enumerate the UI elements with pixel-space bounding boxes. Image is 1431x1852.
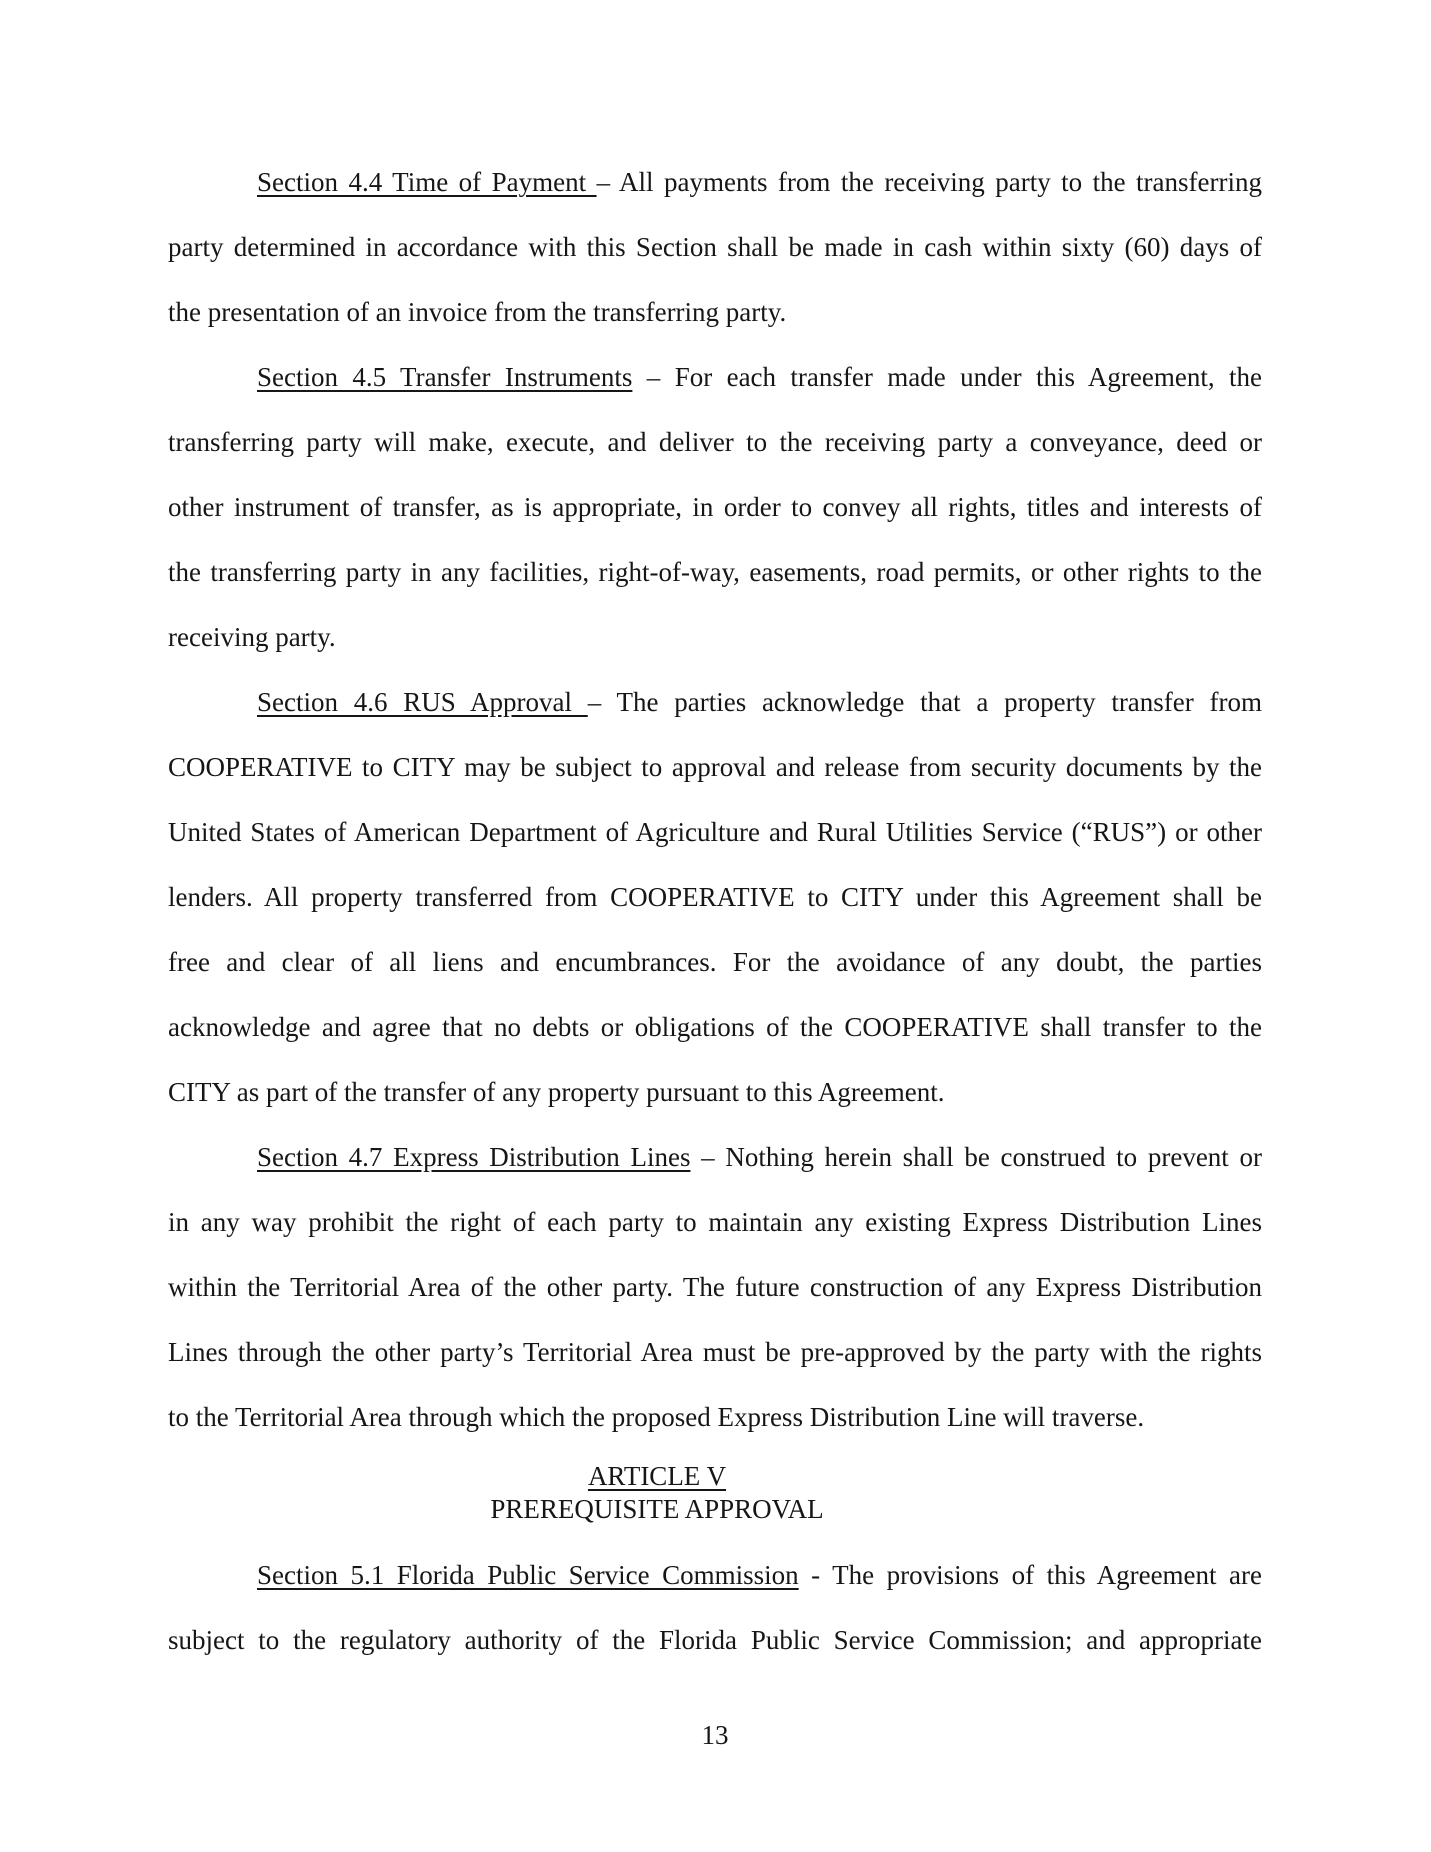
section-heading-underlined: Section 5.1 Florida Public Service Commission bbox=[257, 1560, 799, 1590]
section-first-line-text: – The parties acknowledge that a property transfer from bbox=[587, 687, 1262, 717]
paragraph-section-4-4 bbox=[168, 150, 1262, 345]
text-line: the transferring party in any facilities, right-of-way, easements, road permits, or other rights to the bbox=[168, 557, 1262, 587]
paragraph-section-5-1 bbox=[168, 1543, 1262, 1673]
section-heading-underlined: Section 4.6 RUS Approval bbox=[257, 687, 588, 717]
text-line bbox=[168, 345, 1262, 410]
sections-article-v bbox=[168, 1543, 1262, 1673]
article-subtitle: PREREQUISITE APPROVAL bbox=[490, 1494, 824, 1524]
text-line: lenders. All property transferred from COOPERATIVE to CITY under this Agreement shall be bbox=[168, 882, 1262, 912]
section-heading-underlined: Section 4.4 Time of Payment bbox=[257, 167, 597, 197]
text-line: in any way prohibit the right of each party to maintain any existing Express Distribution Lines bbox=[168, 1207, 1262, 1237]
text-line: Lines through the other party’s Territorial Area must be pre-approved by the party with the rights bbox=[168, 1337, 1262, 1367]
section-first-line-text: - The provisions of this Agreement are bbox=[798, 1560, 1262, 1590]
page-number: 13 bbox=[701, 1720, 729, 1750]
text-line: transferring party will make, execute, and deliver to the receiving party a conveyance, deed or bbox=[168, 427, 1262, 457]
text-line: CITY as part of the transfer of any property pursuant to this Agreement. bbox=[168, 1077, 945, 1107]
section-first-line-text: – Nothing herein shall be construed to prevent or bbox=[690, 1142, 1262, 1172]
article-title: ARTICLE V bbox=[587, 1461, 727, 1491]
text-line bbox=[168, 1543, 1262, 1608]
text-line: subject to the regulatory authority of the Florida Public Service Commission; and appropriate bbox=[168, 1625, 1262, 1655]
article-title-line bbox=[110, 1460, 1204, 1493]
text-line: other instrument of transfer, as is appropriate, in order to convey all rights, titles and interests of bbox=[168, 492, 1262, 522]
document-body bbox=[168, 150, 1262, 1768]
text-line: acknowledge and agree that no debts or obligations of the COOPERATIVE shall transfer to the bbox=[168, 1012, 1262, 1042]
text-line: to the Territorial Area through which the proposed Express Distribution Line will traverse. bbox=[168, 1402, 1145, 1432]
text-line: free and clear of all liens and encumbrances. For the avoidance of any doubt, the parties bbox=[168, 947, 1262, 977]
paragraph-section-4-6 bbox=[168, 670, 1262, 1125]
article-heading-block bbox=[110, 1460, 1204, 1526]
text-line bbox=[168, 150, 1262, 215]
text-line: United States of American Department of Agriculture and Rural Utilities Service (“RUS”) or other bbox=[168, 817, 1262, 847]
text-line: within the Territorial Area of the other party. The future construction of any Express Distribution bbox=[168, 1272, 1262, 1302]
text-line: receiving party. bbox=[168, 622, 336, 652]
text-line bbox=[168, 670, 1262, 735]
sections-before-article-v bbox=[168, 150, 1262, 1450]
paragraph-section-4-5 bbox=[168, 345, 1262, 670]
text-line: party determined in accordance with this Section shall be made in cash within sixty (60) days of bbox=[168, 232, 1262, 262]
text-line: COOPERATIVE to CITY may be subject to approval and release from security documents by the bbox=[168, 752, 1262, 782]
text-line: the presentation of an invoice from the transferring party. bbox=[168, 297, 787, 327]
section-first-line-text: – For each transfer made under this Agreement, the bbox=[632, 362, 1262, 392]
section-heading-underlined: Section 4.7 Express Distribution Lines bbox=[257, 1142, 691, 1172]
section-first-line-text: – All payments from the receiving party to the transferring bbox=[596, 167, 1263, 197]
text-line bbox=[168, 1125, 1262, 1190]
section-heading-underlined: Section 4.5 Transfer Instruments bbox=[257, 362, 633, 392]
paragraph-section-4-7 bbox=[168, 1125, 1262, 1450]
